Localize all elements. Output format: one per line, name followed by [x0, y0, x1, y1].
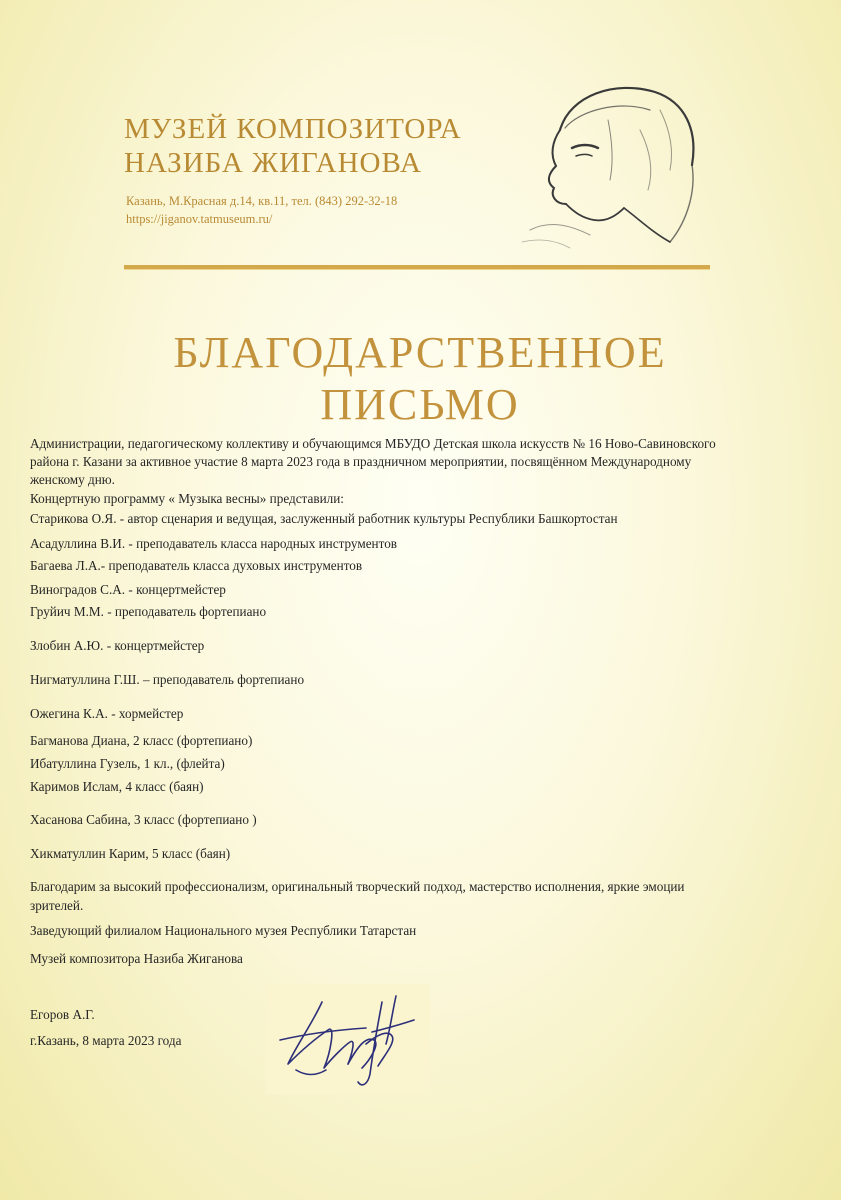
- handwritten-signature: [266, 984, 430, 1094]
- participant-line: Каримов Ислам, 4 класс (баян): [30, 779, 204, 794]
- place-date: г.Казань, 8 марта 2023 года: [30, 1033, 182, 1048]
- thanks-line: зрителей.: [30, 898, 84, 913]
- participant-line: Ибатуллина Гузель, 1 кл., (флейта): [30, 756, 225, 771]
- title-line1: БЛАГОДАРСТВЕННОЕ: [173, 328, 667, 377]
- intro-line: района г. Казани за активное участие 8 марта 2023 года в праздничном мероприятии, посвящённом Международному: [30, 454, 692, 469]
- museum-address: Казань, М.Красная д.14, кв.11, тел. (843) 292-32-18: [126, 194, 398, 208]
- participant-line: Ожегина К.А. - хормейстер: [30, 706, 184, 721]
- participant-line: Хасанова Сабина, 3 класс (фортепиано ): [30, 812, 257, 827]
- title-line2: ПИСЬМО: [320, 380, 520, 429]
- intro-line: женскому дню.: [30, 472, 115, 487]
- participant-line: Асадуллина В.И. - преподаватель класса народных инструментов: [30, 536, 398, 551]
- program-line: Концертную программу « Музыка весны» представили:: [30, 491, 344, 506]
- intro-line: Администрации, педагогическому коллективу и обучающимся МБУДО Детская школа искусств № 16 Ново-Савиновского: [30, 436, 716, 451]
- composer-portrait: [520, 70, 710, 250]
- header-divider: [124, 265, 710, 270]
- participant-line: Багманова Диана, 2 класс (фортепиано): [30, 733, 253, 748]
- museum-name: [124, 112, 504, 180]
- participant-line: Багаева Л.А.- преподаватель класса духовых инструментов: [30, 558, 363, 573]
- participant-line: Старикова О.Я. - автор сценария и ведущая, заслуженный работник культуры Республики Башкортостан: [30, 511, 618, 526]
- position-line: Музей композитора Назиба Жиганова: [30, 951, 243, 966]
- signer-name: Егоров А.Г.: [30, 1007, 95, 1022]
- position-line: Заведующий филиалом Национального музея Республики Татарстан: [30, 923, 417, 938]
- participant-line: Груйич М.М. - преподаватель фортепиано: [30, 604, 267, 619]
- museum-name-line1: МУЗЕЙ КОМПОЗИТОРА: [124, 113, 462, 145]
- participant-line: Хикматуллин Карим, 5 класс (баян): [30, 846, 231, 861]
- participant-line: Виноградов С.А. - концертмейстер: [30, 582, 226, 597]
- document-title: [60, 327, 780, 431]
- museum-contacts: [126, 192, 397, 228]
- participant-line: Злобин А.Ю. - концертмейстер: [30, 638, 205, 653]
- participant-line: Нигматуллина Г.Ш. – преподаватель фортепиано: [30, 672, 305, 687]
- museum-website-link[interactable]: https://jiganov.tatmuseum.ru/: [126, 212, 273, 226]
- museum-name-line2: НАЗИБА ЖИГАНОВА: [124, 147, 422, 179]
- thanks-line: Благодарим за высокий профессионализм, оригинальный творческий подход, мастерство исполнения, яркие эмоции: [30, 879, 685, 894]
